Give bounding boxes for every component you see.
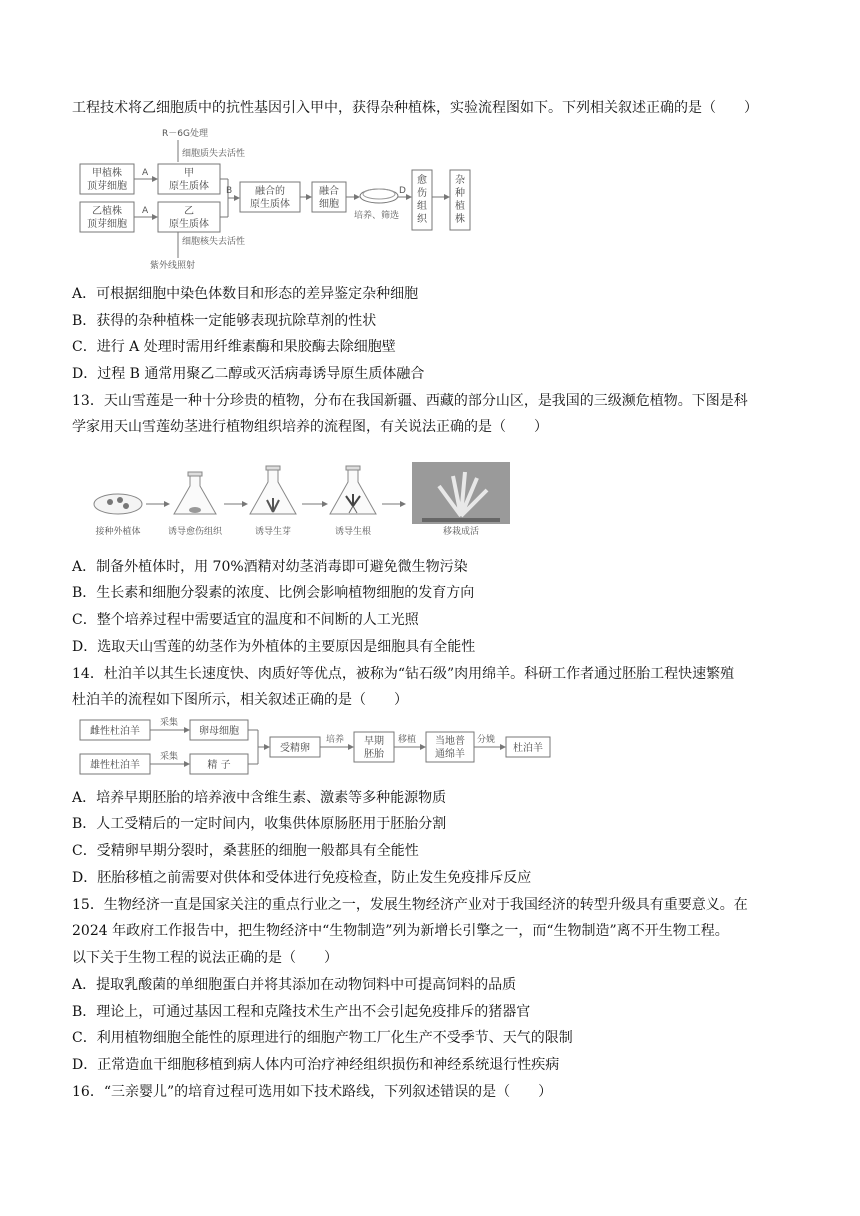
q14-stem-line1: 14．杜泊羊以其生长速度快、肉质好等优点，被称为“钻石级”肉用绵羊。科研工作者通过胚胎工程快速繁殖 [72, 666, 735, 682]
culture-label: 培养 [326, 735, 345, 745]
step-label-1: 接种外植体 [95, 527, 141, 537]
q12-option-d: D．过程 B 通常用聚乙二醇或灭活病毒诱导原生质体融合 [72, 366, 425, 382]
callus-char-3: 组 [417, 201, 427, 212]
step-label-3: 诱导生芽 [254, 527, 292, 537]
callus-char-2: 伤 [417, 188, 427, 199]
q13-option-d: D．选取天山雪莲的幼茎作为外植体的主要原因是细胞具有全能性 [72, 639, 476, 655]
q15-option-a: A．提取乳酸菌的单细胞蛋白并将其添加在动物饲料中可提高饲料的品质 [72, 977, 517, 993]
q12-option-c: C．进行 A 处理时需用纤维素酶和果胶酶去除细胞壁 [72, 339, 396, 355]
step-label-4: 诱导生根 [334, 527, 372, 537]
figure-embryo-engineering-flow [76, 714, 556, 780]
step-label-5: 移栽成活 [442, 527, 480, 537]
q15-option-d: D．正常造血干细胞移植到病人体内可治疗神经组织损伤和神经系统退行性疾病 [72, 1057, 560, 1073]
collect-label-bottom: 采集 [160, 752, 179, 762]
hybrid-char-2: 种 [455, 188, 465, 199]
figure-protoplast-fusion-flow [76, 126, 496, 272]
q13-stem-line1: 13．天山雪莲是一种十分珍贵的植物，分布在我国新疆、西藏的部分山区，是我国的三级濒危植物。下图是科 [72, 393, 748, 409]
culture-screening-label: 培养、筛选 [354, 211, 400, 221]
uv-label: 紫外线照射 [150, 261, 196, 271]
q16-stem: 16．“三亲婴儿”的培育过程可选用如下技术路线，下列叙述错误的是（ ） [72, 1084, 553, 1100]
hybrid-char-3: 植 [455, 201, 465, 212]
protoplast-b-line1: 乙 [184, 206, 194, 217]
plant-a-line2: 顶芽细胞 [87, 181, 127, 192]
q13-option-c: C．整个培养过程中需要适宜的温度和不间断的人工光照 [72, 612, 419, 628]
local-sheep-line2: 通绵羊 [435, 749, 465, 760]
process-a-top-label: A [142, 168, 149, 178]
q14-option-a: A．培养早期胚胎的培养液中含维生素、激素等多种能源物质 [72, 790, 447, 806]
q14-option-c: C．受精卵早期分裂时，桑葚胚的细胞一般都具有全能性 [72, 843, 419, 859]
q15-option-c: C．利用植物细胞全能性的原理进行的细胞产物工厂化生产不受季节、天气的限制 [72, 1030, 573, 1046]
q12-option-b: B．获得的杂种植株一定能够表现抗除草剂的性状 [72, 313, 377, 329]
q14-stem-line2: 杜泊羊的流程如下图所示，相关叙述正确的是（ ） [72, 692, 408, 708]
callus-char-1: 愈 [417, 175, 427, 186]
q13-option-b: B．生长素和细胞分裂素的浓度、比例会影响植物细胞的发育方向 [72, 585, 475, 601]
flask-shoot-icon [250, 466, 296, 514]
egg-cell-box: 卵母细胞 [199, 726, 239, 737]
transfer-label: 移植 [398, 735, 417, 745]
fused-cell-line1: 融合 [319, 186, 339, 197]
cytoplasm-inactive-label: 细胞质失去活性 [182, 149, 246, 159]
q12-option-a: A．可根据细胞中染色体数目和形态的差异鉴定杂种细胞 [72, 286, 419, 302]
early-embryo-line1: 早期 [364, 736, 384, 747]
plant-a-line1: 甲植株 [92, 168, 122, 179]
fused-protoplast-line2: 原生质体 [250, 199, 290, 210]
q15-stem-line2: 2024 年政府工作报告中，把生物经济中“生物制造”列为新增长引擎之一，而“生物制造”离不开生物工程。 [72, 923, 729, 939]
process-d-label: D [399, 186, 406, 196]
plant-b-line1: 乙植株 [92, 206, 122, 217]
plant-b-line2: 顶芽细胞 [87, 219, 127, 230]
fused-cell-line2: 细胞 [319, 199, 339, 210]
q15-stem-line3: 以下关于生物工程的说法正确的是（ ） [72, 950, 338, 966]
early-embryo-line2: 胚胎 [364, 749, 384, 760]
culture-dish-icon [360, 189, 398, 203]
petri-dish-icon [94, 494, 142, 514]
birth-label: 分娩 [477, 735, 496, 745]
hybrid-char-1: 杂 [455, 175, 465, 186]
question-12-stem: 工程技术将乙细胞质中的抗性基因引入甲中，获得杂种植株，实验流程图如下。下列相关叙述正确的是（ ） [72, 100, 758, 116]
protoplast-a-line2: 原生质体 [169, 181, 209, 192]
female-sheep-box: 雌性杜泊羊 [90, 726, 140, 737]
male-sheep-box: 雄性杜泊羊 [90, 760, 140, 771]
q15-option-b: B．理论上，可通过基因工程和克隆技术生产出不会引起免疫排斥的猪器官 [72, 1004, 531, 1020]
callus-char-4: 织 [417, 214, 427, 225]
q14-option-d: D．胚胎移植之前需要对供体和受体进行免疫检查，防止发生免疫排斥反应 [72, 870, 532, 886]
sperm-box: 精 子 [207, 760, 231, 771]
protoplast-a-line1: 甲 [184, 168, 194, 179]
process-b-label: B [226, 186, 233, 196]
hybrid-char-4: 株 [455, 214, 465, 225]
step-label-2: 诱导愈伤组织 [167, 527, 223, 537]
transplanted-plant-photo [412, 462, 510, 524]
nucleus-inactive-label: 细胞核失去活性 [182, 237, 246, 247]
zygote-box: 受精卵 [280, 743, 310, 754]
fused-protoplast-line1: 融合的 [255, 186, 285, 197]
dorper-sheep-box: 杜泊羊 [513, 743, 543, 754]
process-a-bottom-label: A [142, 206, 149, 216]
q15-stem-line1: 15．生物经济一直是国家关注的重点行业之一，发展生物经济产业对于我国经济的转型升级具有重要意义。在 [72, 897, 748, 913]
flask-root-icon [330, 466, 376, 514]
q14-option-b: B．人工受精后的一定时间内，收集供体原肠胚用于胚胎分割 [72, 816, 447, 832]
r6g-label: R－6G处理 [162, 129, 208, 139]
protoplast-b-line2: 原生质体 [169, 219, 209, 230]
q13-stem-line2: 学家用天山雪莲幼茎进行植物组织培养的流程图，有关说法正确的是（ ） [72, 419, 548, 435]
flask-callus-icon [174, 472, 216, 514]
q13-option-a: A．制备外植体时，用 70%酒精对幼茎消毒即可避免微生物污染 [72, 559, 468, 575]
figure-tissue-culture-flow [82, 456, 514, 540]
collect-label-top: 采集 [160, 718, 179, 728]
local-sheep-line1: 当地普 [435, 736, 465, 747]
